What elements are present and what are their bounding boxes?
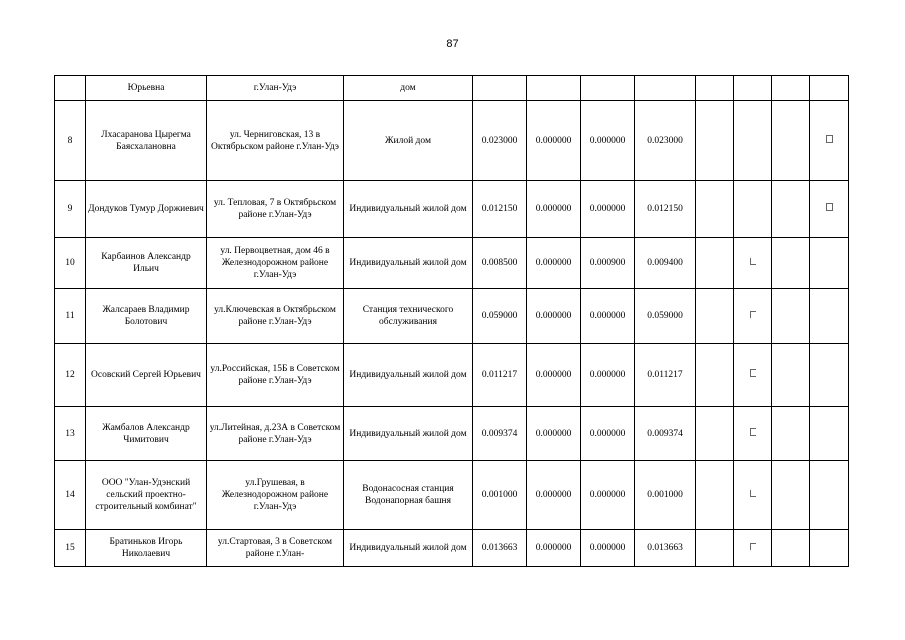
mark-cell-4 (810, 407, 849, 461)
value-1: 0.013663 (473, 530, 527, 567)
row-number: 9 (55, 181, 86, 238)
row-number: 11 (55, 289, 86, 344)
row-number: 10 (55, 238, 86, 289)
address: ул.Стартовая, 3 в Советском районе г.Улан- (207, 530, 344, 567)
value-4: 0.011217 (635, 344, 696, 407)
mark-cell-1 (696, 76, 734, 101)
purpose: дом (344, 76, 473, 101)
value-4: 0.012150 (635, 181, 696, 238)
table-row (55, 238, 849, 289)
value-1: 0.009374 (473, 407, 527, 461)
address: ул.Российская, 15Б в Советском районе г.Улан-Удэ (207, 344, 344, 407)
address: ул.Грушевая, в Железнодорожном районе г.Улан-Удэ (207, 461, 344, 530)
value-1: 0.012150 (473, 181, 527, 238)
mark-cell-4 (810, 289, 849, 344)
owner-name: Карбаинов Александр Ильич (86, 238, 207, 289)
value-2: 0.000000 (527, 238, 581, 289)
table-row (55, 289, 849, 344)
value-3: 0.000000 (581, 530, 635, 567)
value-1: 0.023000 (473, 101, 527, 181)
value-4: 0.001000 (635, 461, 696, 530)
mark-cell-2 (734, 289, 772, 344)
mark-cell-2 (734, 407, 772, 461)
mark-cell-1 (696, 101, 734, 181)
value-4: 0.009374 (635, 407, 696, 461)
purpose: Индивидуальный жилой дом (344, 344, 473, 407)
table-row (55, 344, 849, 407)
purpose: Индивидуальный жилой дом (344, 181, 473, 238)
value-2: 0.000000 (527, 407, 581, 461)
mark-cell-4 (810, 181, 849, 238)
mark-cell-1 (696, 530, 734, 567)
mark-cell-1 (696, 289, 734, 344)
checkbox-mark-icon (750, 369, 756, 377)
value-1 (473, 76, 527, 101)
value-4: 0.023000 (635, 101, 696, 181)
mark-cell-3 (772, 407, 810, 461)
value-4 (635, 76, 696, 101)
value-2: 0.000000 (527, 530, 581, 567)
mark-cell-3 (772, 289, 810, 344)
mark-cell-1 (696, 181, 734, 238)
value-2: 0.000000 (527, 461, 581, 530)
value-3: 0.000000 (581, 461, 635, 530)
owner-name: Жалсараев Владимир Болотович (86, 289, 207, 344)
value-3 (581, 76, 635, 101)
value-1: 0.011217 (473, 344, 527, 407)
address: ул.Литейная, д.23А в Советском районе г.Улан-Удэ (207, 407, 344, 461)
value-3: 0.000900 (581, 238, 635, 289)
mark-cell-2 (734, 461, 772, 530)
mark-cell-3 (772, 344, 810, 407)
registry-rows (55, 76, 849, 567)
purpose: Станция технического обслуживания (344, 289, 473, 344)
checkbox-mark-icon (750, 543, 756, 550)
owner-name: ООО "Улан-Удэнский сельский проектно-строительный комбинат" (86, 461, 207, 530)
row-number: 14 (55, 461, 86, 530)
checkbox-mark-icon (826, 203, 833, 211)
row-number (55, 76, 86, 101)
value-4: 0.013663 (635, 530, 696, 567)
address: г.Улан-Удэ (207, 76, 344, 101)
mark-cell-4 (810, 530, 849, 567)
value-2 (527, 76, 581, 101)
mark-cell-3 (772, 181, 810, 238)
mark-cell-4 (810, 344, 849, 407)
mark-cell-2 (734, 76, 772, 101)
owner-name: Дондуков Тумур Доржиевич (86, 181, 207, 238)
value-2: 0.000000 (527, 344, 581, 407)
value-1: 0.059000 (473, 289, 527, 344)
registry-table (54, 75, 849, 567)
value-3: 0.000000 (581, 101, 635, 181)
mark-cell-1 (696, 461, 734, 530)
checkbox-mark-icon (750, 490, 756, 497)
row-number: 15 (55, 530, 86, 567)
checkbox-mark-icon (750, 428, 756, 436)
table-row (55, 530, 849, 567)
mark-cell-4 (810, 101, 849, 181)
owner-name: Братиньков Игорь Николаевич (86, 530, 207, 567)
mark-cell-3 (772, 238, 810, 289)
mark-cell-3 (772, 76, 810, 101)
value-1: 0.008500 (473, 238, 527, 289)
page-number: 87 (446, 38, 459, 50)
checkbox-mark-icon (750, 258, 756, 265)
table-row (55, 76, 849, 101)
checkbox-mark-icon (750, 311, 756, 318)
value-1: 0.001000 (473, 461, 527, 530)
value-3: 0.000000 (581, 344, 635, 407)
mark-cell-1 (696, 407, 734, 461)
purpose: Водонасосная станция Водонапорная башня (344, 461, 473, 530)
value-2: 0.000000 (527, 289, 581, 344)
row-number: 13 (55, 407, 86, 461)
value-3: 0.000000 (581, 407, 635, 461)
purpose: Жилой дом (344, 101, 473, 181)
owner-name: Осовский Сергей Юрьевич (86, 344, 207, 407)
purpose: Индивидуальный жилой дом (344, 238, 473, 289)
purpose: Индивидуальный жилой дом (344, 407, 473, 461)
address: ул. Первоцветная, дом 46 в Железнодорожном районе г.Улан-Удэ (207, 238, 344, 289)
value-3: 0.000000 (581, 181, 635, 238)
mark-cell-1 (696, 344, 734, 407)
mark-cell-1 (696, 238, 734, 289)
mark-cell-2 (734, 530, 772, 567)
owner-name: Жамбалов Александр Чимитович (86, 407, 207, 461)
mark-cell-3 (772, 530, 810, 567)
row-number: 12 (55, 344, 86, 407)
row-number: 8 (55, 101, 86, 181)
table-row (55, 461, 849, 530)
mark-cell-2 (734, 238, 772, 289)
address: ул. Тепловая, 7 в Октябрьском районе г.Улан-Удэ (207, 181, 344, 238)
mark-cell-2 (734, 344, 772, 407)
value-4: 0.059000 (635, 289, 696, 344)
mark-cell-3 (772, 461, 810, 530)
mark-cell-2 (734, 181, 772, 238)
owner-name: Юрьевна (86, 76, 207, 101)
table-row (55, 181, 849, 238)
address: ул.Ключевская в Октябрьском районе г.Улан-Удэ (207, 289, 344, 344)
value-4: 0.009400 (635, 238, 696, 289)
value-2: 0.000000 (527, 101, 581, 181)
mark-cell-4 (810, 76, 849, 101)
purpose: Индивидуальный жилой дом (344, 530, 473, 567)
value-2: 0.000000 (527, 181, 581, 238)
table-row (55, 407, 849, 461)
checkbox-mark-icon (826, 135, 833, 143)
owner-name: Лхасаранова Цырегма Баясхалановна (86, 101, 207, 181)
mark-cell-3 (772, 101, 810, 181)
mark-cell-2 (734, 101, 772, 181)
mark-cell-4 (810, 461, 849, 530)
value-3: 0.000000 (581, 289, 635, 344)
address: ул. Черниговская, 13 в Октябрьском районе г.Улан-Удэ (207, 101, 344, 181)
mark-cell-4 (810, 238, 849, 289)
table-row (55, 101, 849, 181)
